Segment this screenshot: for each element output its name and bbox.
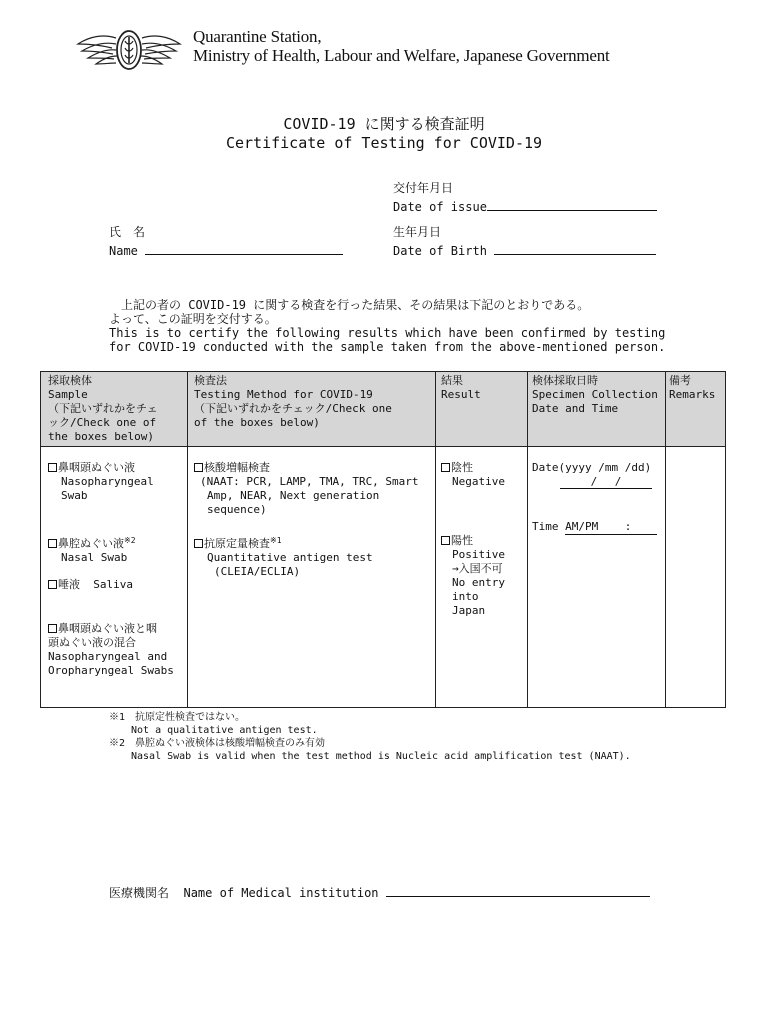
header-sample xyxy=(48,374,158,444)
sample-1-en-1: Nasopharyngeal xyxy=(61,475,154,488)
header-result-en: Result xyxy=(441,388,481,401)
checkbox-mixed-swab[interactable] xyxy=(48,624,57,633)
sample-2-en: Nasal Swab xyxy=(61,551,128,564)
method-option-naat xyxy=(194,461,419,517)
sample-4-en-2: Oropharyngeal Swabs xyxy=(48,664,174,677)
footnotes xyxy=(109,711,631,763)
header-sample-note-3: the boxes below) xyxy=(48,430,154,443)
header-method-note-2: of the boxes below) xyxy=(194,416,320,429)
header-result-ja: 結果 xyxy=(441,374,463,387)
note-2-en: Nasal Swab is valid when the test method is Nucleic acid amplification test (NAAT). xyxy=(131,751,631,762)
sample-3-en: Saliva xyxy=(93,578,133,591)
result-negative-ja: 陰性 xyxy=(451,461,473,474)
result-positive-note-en-1: No entry xyxy=(452,576,505,589)
method-1-en-3: sequence) xyxy=(207,503,267,516)
statement-ja-2: よって、この証明を交付する。 xyxy=(109,312,277,326)
header-remarks-ja: 備考 xyxy=(669,374,691,387)
issue-date-line[interactable] xyxy=(487,198,657,211)
header-method-note-1: （下記いずれかをチェック/Check one xyxy=(194,402,392,415)
header-sample-note-2: ック/Check one of xyxy=(48,416,157,429)
method-1-en-1: (NAAT: PCR, LAMP, TMA, TRC, Smart xyxy=(200,475,419,488)
result-positive-note-en-3: Japan xyxy=(452,604,486,617)
org-line-1: Quarantine Station, xyxy=(193,27,322,46)
sample-option-saliva xyxy=(48,578,133,592)
sample-option-mixed xyxy=(48,622,174,678)
collection-time-ampm: AM/PM xyxy=(565,520,599,533)
checkbox-saliva[interactable] xyxy=(48,580,57,589)
col-divider-1 xyxy=(187,372,188,707)
title-english: Certificate of Testing for COVID-19 xyxy=(225,134,543,152)
col-divider-2 xyxy=(435,372,436,707)
name-field[interactable] xyxy=(109,242,343,258)
sample-1-ja: 鼻咽頭ぬぐい液 xyxy=(58,461,135,474)
result-positive-en: Positive xyxy=(452,548,505,561)
issue-date-field[interactable] xyxy=(393,198,657,214)
collection-time-line[interactable] xyxy=(565,520,657,535)
medical-institution-field[interactable] xyxy=(109,884,650,900)
header-sample-note-1: （下記いずれかをチェ xyxy=(48,402,158,415)
checkbox-naat[interactable] xyxy=(194,463,203,472)
institution-label-en: Name of Medical institution xyxy=(183,886,379,900)
note-1-ja: ※1 抗原定性検査ではない。 xyxy=(109,712,246,723)
collection-date-field[interactable] xyxy=(560,475,652,489)
checkbox-nasopharyngeal[interactable] xyxy=(48,463,57,472)
statement-ja-1: 上記の者の COVID-19 に関する検査を行った結果、その結果は下記のとおりである。 xyxy=(109,298,590,312)
header-result xyxy=(441,374,481,402)
name-label-ja: 氏 名 xyxy=(109,225,146,239)
header-remarks xyxy=(669,374,715,402)
sample-option-nasopharyngeal xyxy=(48,461,154,503)
header-collection-en-1: Specimen Collection xyxy=(532,388,658,401)
statement xyxy=(109,298,665,354)
statement-en-2: for COVID-19 conducted with the sample taken from the above-mentioned person. xyxy=(109,340,666,354)
checkbox-negative[interactable] xyxy=(441,463,450,472)
method-2-en-1: Quantitative antigen test xyxy=(207,551,373,564)
name-label-en: Name xyxy=(109,244,138,258)
header-sample-ja: 採取検体 xyxy=(48,374,92,387)
col-divider-3 xyxy=(527,372,528,707)
institution-label-ja: 医療機関名 xyxy=(109,886,170,900)
header-collection-ja: 検体採取日時 xyxy=(532,374,598,387)
checkbox-antigen[interactable] xyxy=(194,539,203,548)
method-2-en-2: (CLEIA/ECLIA) xyxy=(214,565,301,578)
method-1-en-2: Amp, NEAR, Next generation xyxy=(207,489,380,502)
collection-time-field[interactable] xyxy=(532,520,657,535)
sample-2-ja: 鼻腔ぬぐい液 xyxy=(58,537,124,550)
dob-field[interactable] xyxy=(393,242,656,258)
header-method xyxy=(194,374,392,430)
checkbox-nasal-swab[interactable] xyxy=(48,539,57,548)
header-method-en: Testing Method for COVID-19 xyxy=(194,388,373,401)
result-positive-ja: 陽性 xyxy=(451,534,473,547)
dob-label-ja: 生年月日 xyxy=(393,225,442,239)
sample-3-ja: 唾液 xyxy=(58,578,80,591)
remarks-cell[interactable] xyxy=(667,448,723,705)
result-positive-note-ja: →入国不可 xyxy=(452,562,503,575)
org-line-2: Ministry of Health, Labour and Welfare, Japanese Government xyxy=(193,46,610,65)
collection-date-label: Date(yyyy /mm /dd) xyxy=(532,461,652,474)
checkbox-positive[interactable] xyxy=(441,536,450,545)
method-1-ja: 核酸増幅検査 xyxy=(204,461,270,474)
sample-4-ja-2: 頭ぬぐい液の混合 xyxy=(48,636,136,649)
method-2-footnote-mark: ※1 xyxy=(270,536,282,545)
result-option-positive xyxy=(441,534,505,618)
test-result-table xyxy=(40,371,726,708)
collection-time-label: Time xyxy=(532,520,559,533)
col-divider-4 xyxy=(665,372,666,707)
institution-line[interactable] xyxy=(386,884,650,897)
header-method-ja: 検査法 xyxy=(194,374,227,387)
sample-option-nasal xyxy=(48,534,136,565)
header-collection-en-2: Date and Time xyxy=(532,402,619,415)
collection-date-slashes: / / xyxy=(590,475,622,488)
sample-2-footnote-mark: ※2 xyxy=(124,536,136,545)
quarantine-wings-emblem-icon xyxy=(76,26,182,74)
header-remarks-en: Remarks xyxy=(669,388,716,401)
organization-name xyxy=(193,27,610,65)
result-negative-en: Negative xyxy=(452,475,505,488)
collection-time-colon: : xyxy=(624,520,632,533)
dob-label-en: Date of Birth xyxy=(393,244,487,258)
header-sample-en: Sample xyxy=(48,388,88,401)
title-japanese: COVID-19 に関する検査証明 xyxy=(283,115,485,133)
dob-line[interactable] xyxy=(494,242,656,255)
result-positive-note-en-2: into xyxy=(452,590,479,603)
name-line[interactable] xyxy=(145,242,343,255)
note-2-ja: ※2 鼻腔ぬぐい液検体は核酸増幅検査のみ有効 xyxy=(109,738,326,749)
sample-4-ja-1: 鼻咽頭ぬぐい液と咽 xyxy=(58,622,157,635)
header-collection xyxy=(532,374,658,416)
method-2-ja: 抗原定量検査 xyxy=(204,537,270,550)
result-option-negative xyxy=(441,461,505,489)
issue-date-label-en: Date of issue xyxy=(393,200,487,214)
note-1-en: Not a qualitative antigen test. xyxy=(131,725,318,736)
sample-1-en-2: Swab xyxy=(61,489,88,502)
statement-en-1: This is to certify the following results which have been confirmed by testing xyxy=(109,326,666,340)
issue-date-label-ja: 交付年月日 xyxy=(393,181,454,195)
sample-4-en-1: Nasopharyngeal and xyxy=(48,650,168,663)
method-option-antigen xyxy=(194,534,373,579)
